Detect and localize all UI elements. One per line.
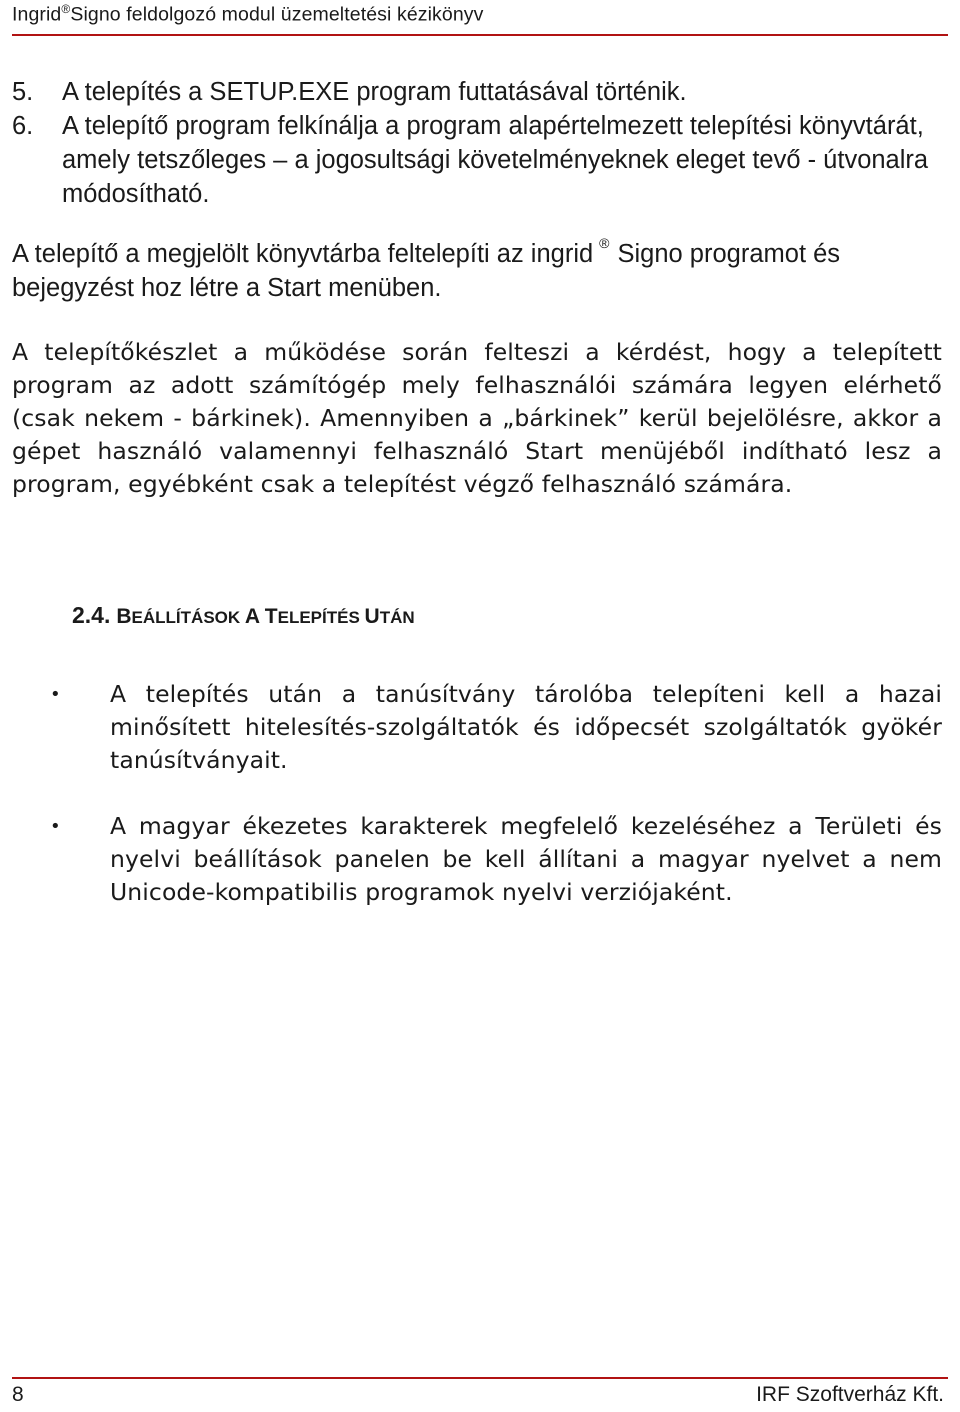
bullet-text: A telepítés után a tanúsítvány tárolóba telepíteni kell a hazai minősített hitelesítés-szolgáltatók és időpecsét szolgáltatók gyökér tanúsítványait. xyxy=(110,680,942,774)
section-title-cap: B xyxy=(116,605,132,628)
section-title-cap: A xyxy=(244,605,261,628)
header-title-part1: Ingrid xyxy=(12,3,62,26)
section-title-part: TÁN xyxy=(379,608,415,627)
section-title-part: ELEPÍTÉS xyxy=(277,608,365,627)
settings-bullet-list xyxy=(50,678,942,942)
step-text: A telepítés a SETUP.EXE program futtatásával történik. xyxy=(62,78,687,106)
bullet-text: A magyar ékezetes karakterek megfelelő kezeléséhez a Területi és nyelvi beállítások panelen be kell állítani a magyar nyelvet a nem Unicode-kompatibilis programok nyelvi verziójaként. xyxy=(110,812,942,906)
paragraph-text: A telepítő a megjelölt könyvtárba feltelepíti az ingrid xyxy=(12,240,594,268)
header-title-part2: Signo feldolgozó modul üzemeltetési kézikönyv xyxy=(70,3,484,26)
company-name: IRF Szoftverház Kft. xyxy=(756,1383,944,1406)
list-item xyxy=(12,109,948,211)
section-title-cap: U xyxy=(364,605,380,628)
bullet-icon: • xyxy=(50,684,61,705)
install-steps-list xyxy=(12,75,948,211)
page-number: 8 xyxy=(12,1383,24,1406)
step-number: 5. xyxy=(12,78,34,106)
step-text: A telepítő program felkínálja a program alapértelmezett telepítési könyvtárát, amely tetszőleges – a jogosultsági követelményeknek eleget tevő - útvonalra módosítható. xyxy=(62,112,929,208)
paragraph-text: Signo programot és bejegyzést hoz létre a Start menüben. xyxy=(12,240,841,302)
section-title-cap: T xyxy=(264,605,278,628)
step-number: 6. xyxy=(12,112,34,140)
section-title-part: EÁLLÍTÁSOK xyxy=(131,608,245,627)
list-item xyxy=(50,678,942,777)
section-heading xyxy=(72,602,415,629)
bullet-icon: • xyxy=(50,816,61,837)
footer-rule xyxy=(12,1377,948,1379)
install-paragraph xyxy=(12,237,916,305)
registered-mark: ® xyxy=(599,235,610,251)
page-header xyxy=(12,2,948,27)
installer-question-paragraph: A telepítőkészlet a működése során felteszi a kérdést, hogy a telepített program az adott számítógép mely felhasználói számára legyen elérhető (csak nekem - bárkinek). Amennyiben a „bárkinek” kerül bejelölésre, akkor a gépet használó valamennyi felhasználó Start menüjéből indítható lesz a program, egyébként csak a telepítést végző felhasználó számára. xyxy=(12,338,942,498)
section-number: 2.4. xyxy=(72,602,111,628)
list-item xyxy=(12,75,948,109)
registered-mark: ® xyxy=(61,2,71,16)
list-item xyxy=(50,810,942,909)
header-rule xyxy=(12,34,948,36)
